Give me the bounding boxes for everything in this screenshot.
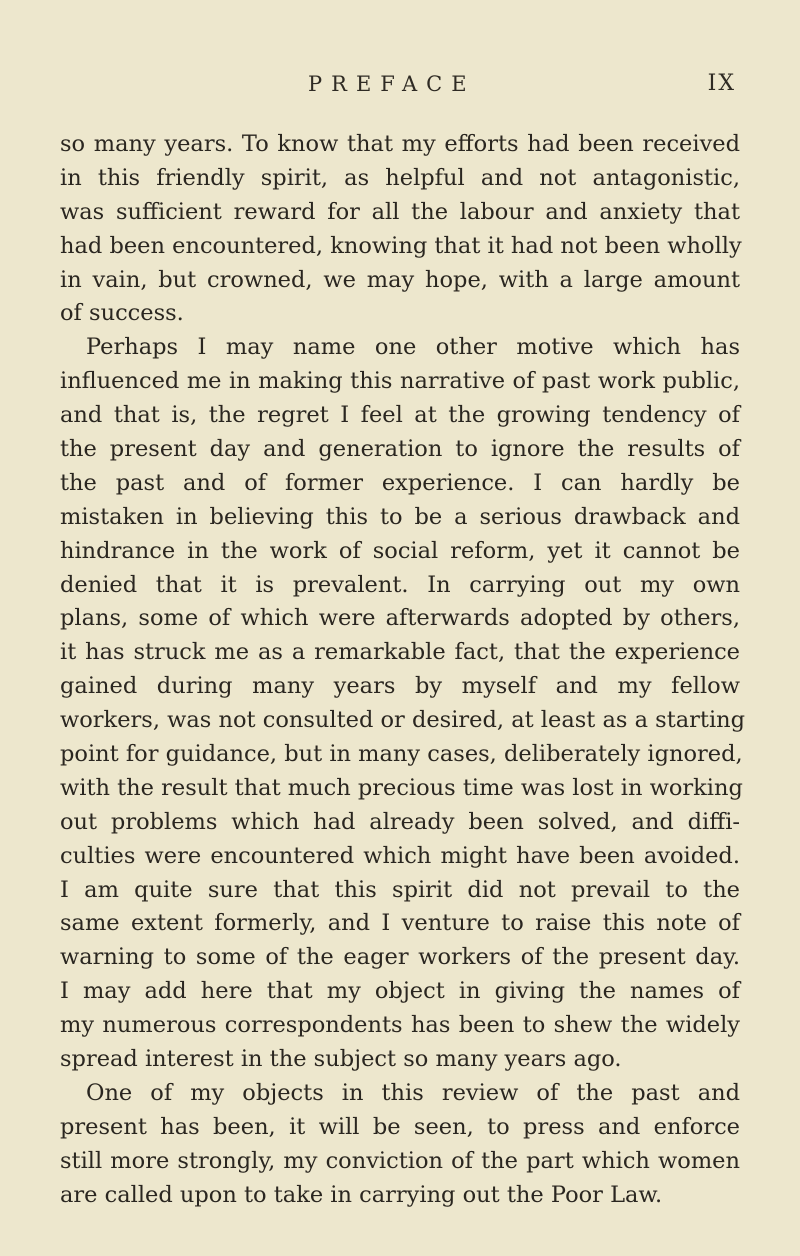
text-line: point for guidance, but in many cases, deliberately ignored,: [60, 741, 743, 768]
running-title: PREFACE: [308, 72, 476, 96]
text-line: gained during many years by myself and my fellow: [60, 673, 740, 700]
body-text: [60, 128, 746, 1213]
text-line: still more strongly, my conviction of the part which women: [60, 1147, 740, 1174]
text-line: I am quite sure that this spirit did not prevail to the: [60, 876, 740, 903]
text-line: out problems which had already been solved, and diffi-: [60, 808, 740, 835]
text-line: Perhaps I may name one other motive which has: [86, 334, 740, 361]
running-head: [60, 72, 740, 106]
page-number: IX: [707, 71, 736, 96]
text-line: so many years. To know that my efforts had been received: [60, 131, 740, 157]
text-line: in vain, but crowned, we may hope, with a large amount: [60, 266, 740, 293]
text-line: workers, was not consulted or desired, at least as a starting: [60, 707, 746, 734]
text-line: of success.: [60, 300, 184, 327]
text-line: denied that it is prevalent. In carrying out my own: [60, 571, 740, 598]
text-line: it has struck me as a remarkable fact, that the experience: [60, 639, 740, 666]
text-line: with the result that much precious time was lost in working: [60, 774, 743, 801]
text-line: culties were encountered which might have been avoided.: [60, 842, 740, 869]
text-line: my numerous correspondents has been to shew the widely: [60, 1012, 740, 1039]
text-line: and that is, the regret I feel at the growing tendency of: [60, 402, 740, 429]
text-line: present has been, it will be seen, to press and enforce: [60, 1113, 740, 1140]
text-line: warning to some of the eager workers of the present day.: [60, 944, 740, 971]
text-line: the present day and generation to ignore the results of: [60, 436, 740, 463]
text-line: in this friendly spirit, as helpful and not antagonistic,: [60, 164, 740, 191]
text-line: mistaken in believing this to be a serious drawback and: [60, 503, 740, 530]
text-line: One of my objects in this review of the past and: [86, 1079, 740, 1106]
text-line: was sufficient reward for all the labour and anxiety that: [60, 198, 740, 225]
text-line: are called upon to take in carrying out the Poor Law.: [60, 1181, 663, 1208]
text-line: hindrance in the work of social reform, yet it cannot be: [60, 537, 740, 564]
text-line: plans, some of which were afterwards adopted by others,: [60, 605, 740, 632]
text-line: influenced me in making this narrative of past work public,: [60, 368, 740, 395]
text-line: had been encountered, knowing that it had not been wholly: [60, 232, 742, 259]
text-line: I may add here that my object in giving the names of: [60, 978, 740, 1005]
text-line: same extent formerly, and I venture to raise this note of: [60, 910, 740, 937]
text-line: the past and of former experience. I can hardly be: [60, 469, 740, 496]
text-line: spread interest in the subject so many years ago.: [60, 1046, 622, 1073]
